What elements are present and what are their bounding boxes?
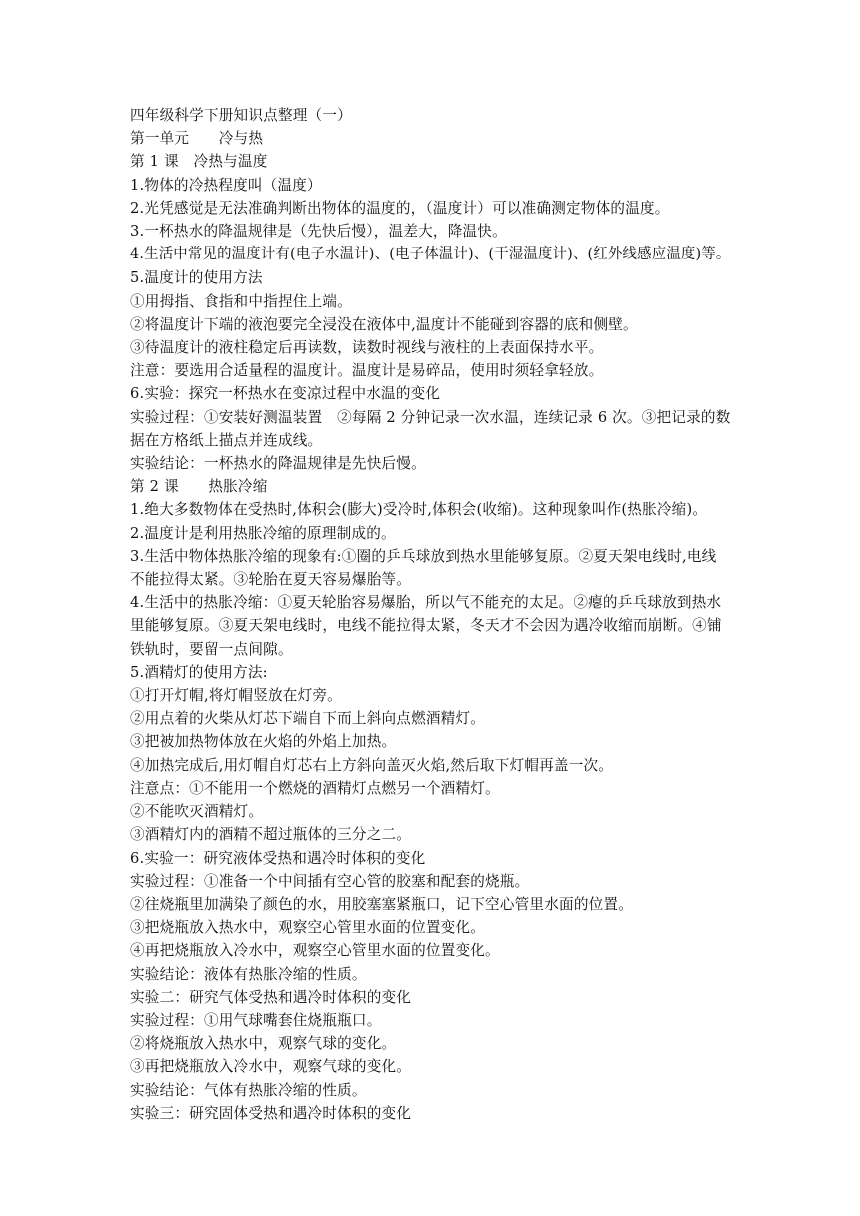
text-line: ①用拇指、食指和中指捏住上端。	[130, 292, 352, 310]
text-line: ③把烧瓶放入热水中，观察空心管里水面的位置变化。	[130, 919, 486, 937]
document-page	[130, 104, 734, 1125]
text-line: 6.实验一：研究液体受热和遇冷时体积的变化	[130, 849, 426, 867]
text-line: 实验结论：气体有热胀冷缩的性质。	[130, 1081, 367, 1099]
text-line: 实验结论：液体有热胀冷缩的性质。	[130, 965, 367, 983]
text-line: 4.生活中常见的温度计有(电子水温计)、(电子体温计)、(干湿温度计)、(红外线感应温度)等。	[130, 246, 731, 263]
text-line: 实验过程：①准备一个中间插有空心管的胶塞和配套的烧瓶。	[130, 872, 530, 890]
text-line: 铁轨时，要留一点间隙。	[130, 640, 293, 658]
text-line: 1.物体的冷热程度叫（温度）	[130, 176, 322, 194]
document-title: 四年级科学下册知识点整理（一）	[130, 107, 352, 124]
text-line: 2.温度计是利用热胀冷缩的原理制成的。	[130, 524, 396, 542]
text-line: 注意：要选用合适量程的温度计。温度计是易碎品，使用时须轻拿轻放。	[130, 362, 604, 380]
text-line: 不能拉得太紧。③轮胎在夏天容易爆胎等。	[130, 571, 412, 589]
text-line: 注意点：①不能用一个燃烧的酒精灯点燃另一个酒精灯。	[130, 779, 500, 797]
text-line: 里能够复原。③夏天架电线时，电线不能拉得太紧，冬天才不会因为遇冷收缩而崩断。④铺	[130, 617, 722, 635]
text-line: ③酒精灯内的酒精不超过瓶体的三分之二。	[130, 826, 412, 844]
lesson-heading: 第 2 课 热胀冷缩	[130, 478, 268, 496]
text-line: 实验过程：①用气球嘴套住烧瓶瓶口。	[130, 1011, 382, 1029]
text-line: 2.光凭感觉是无法准确判断出物体的温度的，（温度计）可以准确测定物体的温度。	[130, 199, 670, 217]
text-line: 4.生活中的热胀冷缩：①夏天轮胎容易爆胎，所以气不能充的太足。②瘪的乒乓球放到热水	[130, 594, 722, 612]
text-line: ②不能吹灭酒精灯。	[130, 803, 264, 821]
text-line: 1.绝大多数物体在受热时,体积会(膨大)受冷时,体积会(收缩)。这种现象叫作(热胀冷缩)。	[130, 501, 708, 519]
text-line: ④再把烧瓶放入冷水中，观察空心管里水面的位置变化。	[130, 942, 500, 960]
text-line: 实验过程：①安装好测温装置 ②每隔 2 分钟记录一次水温，连续记录 6 次。③把记录的数	[130, 408, 731, 426]
unit-heading: 第一单元 冷与热	[130, 130, 264, 148]
text-line: 3.一杯热水的降温规律是（先快后慢），温差大，降温快。	[130, 223, 507, 241]
text-line: 5.温度计的使用方法	[130, 269, 263, 287]
text-line: 5.酒精灯的使用方法:	[130, 663, 268, 681]
text-line: ③待温度计的液柱稳定后再读数，读数时视线与液柱的上表面保持水平。	[130, 339, 604, 357]
text-line: ②用点着的火柴从灯芯下端自下而上斜向点燃酒精灯。	[130, 710, 486, 728]
text-line: 据在方格纸上描点并连成线。	[130, 431, 323, 449]
text-line: ②往烧瓶里加满染了颜色的水，用胶塞塞紧瓶口，记下空心管里水面的位置。	[130, 895, 633, 913]
text-line: 实验二：研究气体受热和遇冷时体积的变化	[130, 988, 412, 1006]
text-line: ③把被加热物体放在火焰的外焰上加热。	[130, 733, 397, 751]
text-line: 3.生活中物体热胀冷缩的现象有:①圈的乒乓球放到热水里能够复原。②夏天架电线时,电线	[130, 547, 717, 565]
text-line: ②将温度计下端的液泡要完全浸没在液体中,温度计不能碰到容器的底和侧壁。	[130, 315, 638, 333]
text-line: ①打开灯帽,将灯帽竖放在灯旁。	[130, 687, 342, 705]
text-line: ④加热完成后,用灯帽自灯芯右上方斜向盖灭火焰,然后取下灯帽再盖一次。	[130, 756, 614, 774]
text-line: ②将烧瓶放入热水中，观察气球的变化。	[130, 1035, 397, 1053]
text-line: 实验结论：一杯热水的降温规律是先快后慢。	[130, 455, 426, 473]
text-line: 6.实验：探究一杯热水在变凉过程中水温的变化	[130, 385, 441, 403]
text-line: ③再把烧瓶放入冷水中，观察气球的变化。	[130, 1058, 412, 1076]
lesson-heading: 第 1 课 冷热与温度	[130, 153, 268, 171]
text-line: 实验三：研究固体受热和遇冷时体积的变化	[130, 1104, 412, 1122]
